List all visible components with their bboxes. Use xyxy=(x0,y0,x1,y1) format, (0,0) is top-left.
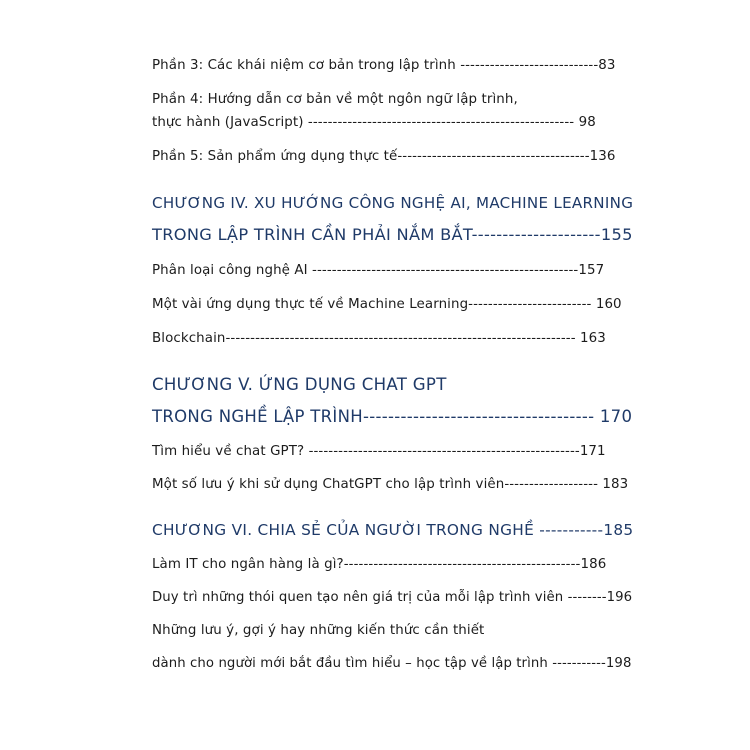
toc-entry-chatgpt-intro: Tìm hiểu về chat GPT? -------------------------------------------------------171 xyxy=(152,444,606,459)
chapter-6-title: CHƯƠNG VI. CHIA SẺ CỦA NGƯỜI TRONG NGHỀ -----------185 xyxy=(152,521,634,539)
toc-entry-blockchain: Blockchain----------------------------------------------------------------------- 163 xyxy=(152,331,606,346)
toc-entry-tips-line-2: dành cho người mới bắt đầu tìm hiểu – học tập về lập trình -----------198 xyxy=(152,656,632,671)
toc-entry-part-5: Phần 5: Sản phẩm ứng dụng thực tế---------------------------------------136 xyxy=(152,149,616,164)
toc-entry-part-3: Phần 3: Các khái niệm cơ bản trong lập trình ----------------------------83 xyxy=(152,58,616,73)
chapter-4-title-line-2: TRONG LẬP TRÌNH CẦN PHẢI NẮM BẮT---------------------155 xyxy=(152,225,633,244)
toc-entry-part-4-line-1: Phần 4: Hướng dẫn cơ bản về một ngôn ngữ lập trình, xyxy=(152,92,518,107)
toc-entry-tips-line-1: Những lưu ý, gợi ý hay những kiến thức cần thiết xyxy=(152,623,485,638)
chapter-5-title-line-1: CHƯƠNG V. ỨNG DỤNG CHAT GPT xyxy=(152,375,447,394)
toc-entry-it-banking: Làm IT cho ngân hàng là gì?------------------------------------------------186 xyxy=(152,557,607,572)
chapter-5-title-line-2: TRONG NGHỀ LẬP TRÌNH------------------------------------- 170 xyxy=(152,407,633,426)
toc-entry-chatgpt-notes: Một số lưu ý khi sử dụng ChatGPT cho lập trình viên------------------- 183 xyxy=(152,477,629,492)
chapter-4-title-line-1: CHƯƠNG IV. XU HƯỚNG CÔNG NGHỆ AI, MACHINE LEARNING xyxy=(152,194,634,212)
toc-entry-machine-learning: Một vài ứng dụng thực tế về Machine Learning------------------------- 160 xyxy=(152,297,622,312)
toc-entry-ai-classification: Phân loại công nghệ AI ------------------------------------------------------157 xyxy=(152,263,605,278)
toc-entry-part-4-line-2: thực hành (JavaScript) ------------------------------------------------------ 98 xyxy=(152,115,596,130)
toc-entry-habits: Duy trì những thói quen tạo nên giá trị của mỗi lập trình viên --------196 xyxy=(152,590,633,605)
